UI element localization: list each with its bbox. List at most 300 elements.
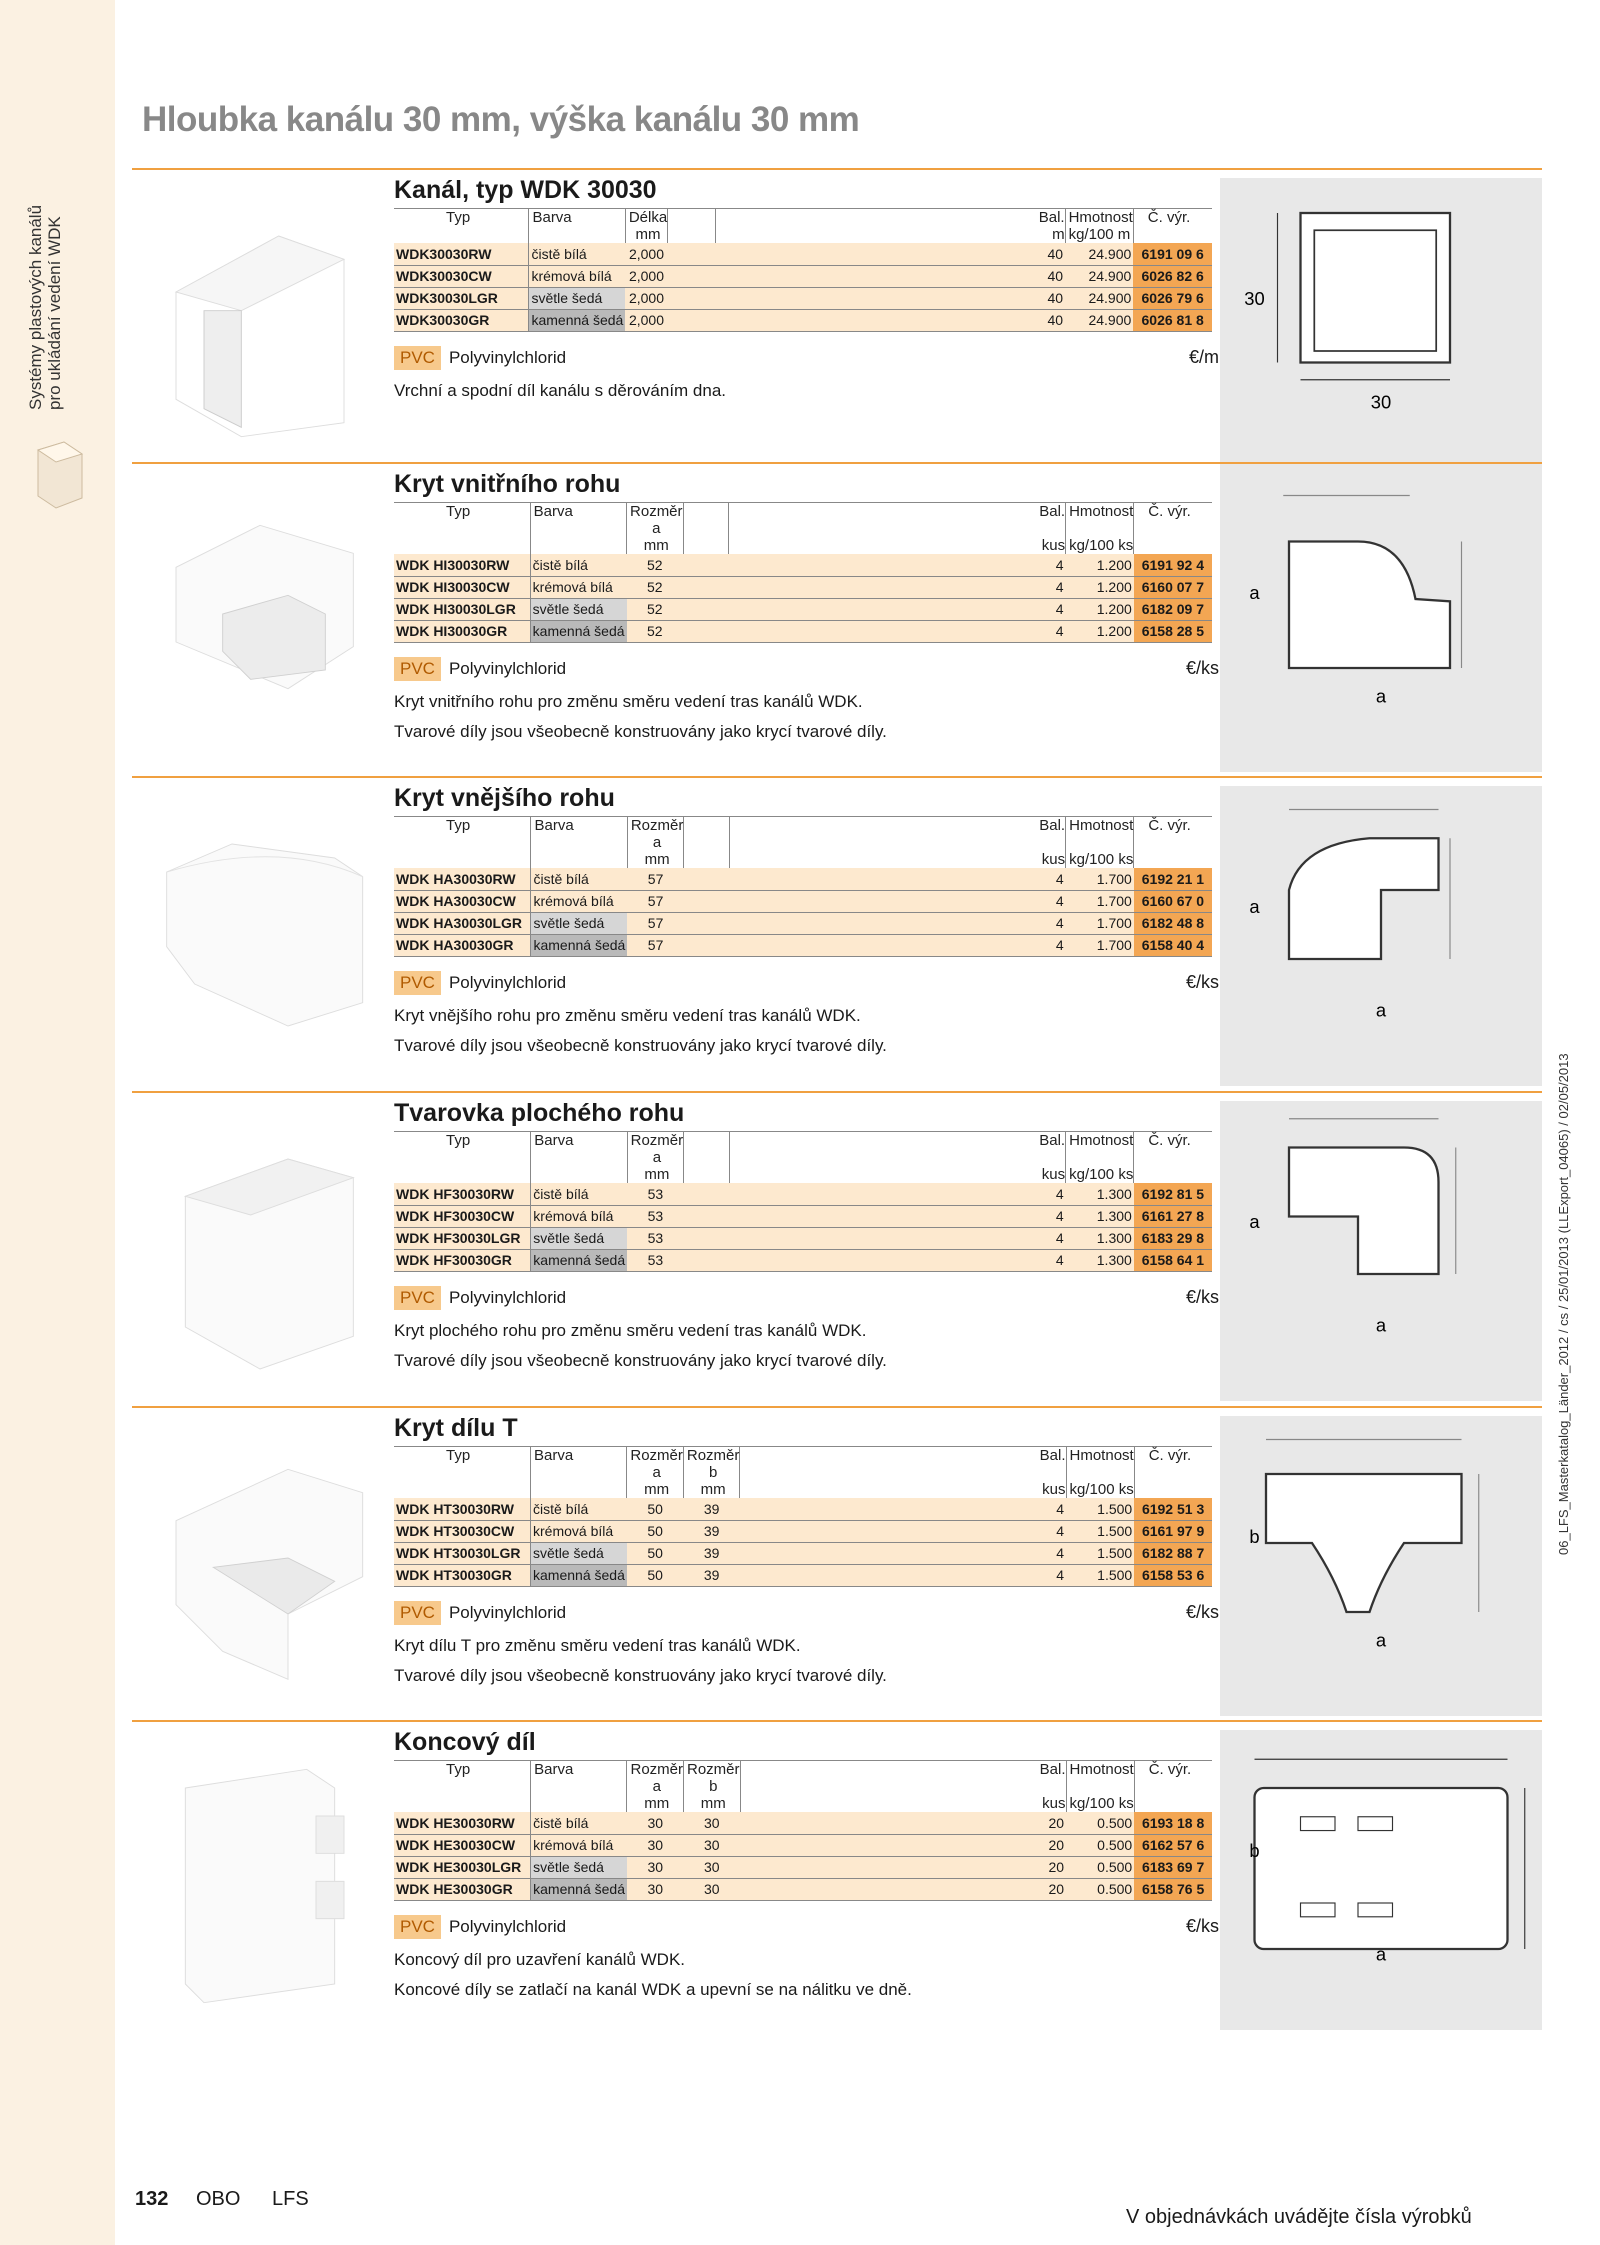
table-cell: 39 (683, 1498, 740, 1520)
table-cell (683, 598, 729, 620)
table-cell: WDK HE30030CW (394, 1834, 531, 1856)
column-header: Č. výr. (1134, 1761, 1212, 1779)
table-row (394, 1878, 1212, 1900)
table-cell: 4 (729, 1205, 1065, 1227)
column-header: Hmotnost (1066, 817, 1134, 835)
table-cell: 57 (627, 912, 684, 934)
table-cell: WDK30030RW (394, 243, 529, 265)
column-header: Typ (394, 1761, 531, 1779)
product-photo (140, 474, 380, 754)
table-cell: 4 (729, 620, 1066, 642)
column-subheader (1134, 1149, 1212, 1166)
column-header: Typ (394, 209, 529, 227)
column-header (668, 209, 715, 227)
footer-brand: OBO (196, 2188, 241, 2210)
table-cell: 30 (684, 1834, 741, 1856)
column-unit: mm (627, 1795, 684, 1812)
description: Koncový díl pro uzavření kanálů WDK. Koncové díly se zatlačí na kanál WDK a upevní se na nálitku ve dně. (394, 1949, 912, 1999)
table-cell: krémová bílá (531, 1520, 627, 1542)
table-cell: WDK HI30030GR (394, 620, 530, 642)
column-unit: kg/100 ks (1066, 537, 1134, 554)
column-header: Typ (394, 503, 530, 521)
material-tag: PVC (394, 1915, 441, 1939)
table-cell: 30 (627, 1834, 684, 1856)
column-subheader (1134, 834, 1212, 851)
material-tag: PVC (394, 1601, 441, 1625)
column-subheader: b (684, 1778, 741, 1795)
column-subheader (1066, 834, 1134, 851)
column-header: Typ (394, 1447, 531, 1465)
table-cell: 4 (729, 934, 1065, 956)
table-cell (683, 554, 729, 576)
column-header: Barva (529, 209, 625, 227)
table-cell: 1.700 (1066, 868, 1134, 890)
table-row (394, 1856, 1212, 1878)
dimension-b-label: a (1249, 896, 1260, 917)
column-subheader (531, 1778, 627, 1795)
technical-drawing (1220, 1416, 1542, 1716)
dimension-a-label: a (1375, 685, 1387, 707)
column-unit: mm (627, 1481, 684, 1498)
page-number: 132 (135, 2188, 169, 2210)
table-cell: 1.700 (1066, 934, 1134, 956)
footer-line: LFS (272, 2188, 309, 2210)
price-unit: €/ks (1185, 972, 1219, 992)
price-unit: €/ks (1185, 1287, 1219, 1307)
table-row (394, 1227, 1212, 1249)
table-cell (668, 287, 715, 309)
table-cell: WDK HI30030CW (394, 576, 530, 598)
column-subheader (1066, 520, 1134, 537)
column-subheader (531, 1149, 627, 1166)
table-cell: 6182 48 8 (1134, 912, 1212, 934)
table-cell: 50 (627, 1520, 684, 1542)
column-header: Hmotnost (1065, 209, 1133, 227)
table-cell (684, 1183, 730, 1205)
material-line (394, 969, 1219, 997)
column-unit: m (715, 226, 1065, 243)
table-cell: čistě bílá (531, 1183, 627, 1205)
table-cell: 1.300 (1066, 1183, 1134, 1205)
column-subheader (1134, 1464, 1212, 1481)
technical-drawing (1220, 1101, 1542, 1401)
table-cell: 24.900 (1065, 265, 1133, 287)
column-header (684, 1132, 730, 1150)
table-row (394, 1564, 1212, 1586)
table-cell: 4 (729, 598, 1066, 620)
table-cell: 4 (729, 912, 1065, 934)
column-header: Bal. (740, 1761, 1066, 1779)
column-subheader (740, 1778, 1066, 1795)
table-cell (684, 1227, 730, 1249)
table-cell: 20 (740, 1834, 1066, 1856)
table-cell: krémová bílá (529, 265, 625, 287)
column-unit (531, 851, 627, 868)
table-row (394, 1812, 1212, 1834)
table-cell: WDK HT30030GR (394, 1564, 531, 1586)
column-unit: kg/100 ks (1066, 851, 1134, 868)
table-cell: 6183 29 8 (1134, 1227, 1212, 1249)
table-cell: 53 (627, 1249, 684, 1271)
product-table (394, 1446, 1212, 1587)
dimension-b-label: a (1249, 582, 1260, 603)
table-cell: 4 (729, 554, 1066, 576)
column-header (684, 817, 730, 835)
table-cell: WDK HA30030LGR (394, 912, 531, 934)
table-cell: 30 (684, 1856, 741, 1878)
column-unit: kg/100 m (1065, 226, 1133, 243)
table-cell: 53 (627, 1227, 684, 1249)
dimension-b-label: b (1249, 1840, 1260, 1861)
column-subheader (683, 520, 729, 537)
table-cell: 57 (627, 934, 684, 956)
product-photo (140, 1418, 380, 1698)
table-cell: 6026 81 8 (1133, 309, 1212, 331)
column-header: Délka (625, 209, 667, 227)
column-subheader (1066, 1778, 1134, 1795)
material-name: Polyvinylchlorid (448, 347, 567, 367)
column-unit (684, 851, 730, 868)
table-cell (684, 912, 730, 934)
table-cell: 4 (729, 1183, 1065, 1205)
table-cell: 4 (729, 868, 1065, 890)
dimension-b-label: a (1249, 1211, 1260, 1232)
description: Vrchní a spodní díl kanálu s děrováním dna. (394, 380, 727, 400)
dimension-a-label: a (1375, 1629, 1387, 1651)
section-title: Kryt dílu T (394, 1414, 518, 1442)
table-cell: 4 (729, 576, 1066, 598)
side-category-label: Systémy plastových kanálů pro ukládání vedení WDK (26, 204, 64, 410)
column-subheader (729, 1149, 1065, 1166)
table-cell: 4 (729, 1227, 1065, 1249)
table-row (394, 598, 1212, 620)
column-subheader (684, 834, 730, 851)
column-header: Rozměr (683, 1447, 740, 1465)
table-cell: 6183 69 7 (1134, 1856, 1212, 1878)
table-cell (668, 265, 715, 287)
table-cell: kamenná šedá (531, 934, 627, 956)
column-unit (1133, 226, 1212, 243)
table-cell: WDK HA30030CW (394, 890, 531, 912)
table-cell: 52 (627, 576, 684, 598)
table-cell: 0.500 (1066, 1834, 1134, 1856)
table-cell: 20 (740, 1812, 1066, 1834)
column-unit: kus (729, 537, 1066, 554)
table-cell (683, 576, 729, 598)
column-header: Bal. (715, 209, 1065, 227)
material-line (394, 655, 1219, 683)
column-unit (531, 1481, 627, 1498)
column-unit (668, 226, 715, 243)
table-cell: 1.500 (1066, 1542, 1134, 1564)
table-cell: světle šedá (531, 912, 627, 934)
table-cell: 1.500 (1066, 1520, 1134, 1542)
column-subheader (1066, 1464, 1134, 1481)
column-subheader (531, 1464, 627, 1481)
table-cell: 6192 51 3 (1134, 1498, 1212, 1520)
table-row (394, 243, 1212, 265)
table-cell: čistě bílá (531, 1498, 627, 1520)
technical-drawing (1220, 1730, 1542, 2030)
table-cell: WDK HT30030CW (394, 1520, 531, 1542)
table-cell: 40 (715, 265, 1065, 287)
product-table (394, 816, 1212, 957)
table-cell: světle šedá (529, 287, 625, 309)
table-cell: 1.700 (1066, 890, 1134, 912)
description: Kryt dílu T pro změnu směru vedení tras kanálů WDK. Tvarové díly jsou všeobecně konstruovány jako krycí tvarové díly. (394, 1635, 887, 1685)
document-code: 06_LFS_Masterkatalog_Länder_2012 / cs / 25/01/2013 (LLExport_04065) / 02/05/2013 (1556, 1053, 1571, 1555)
table-cell: 6182 88 7 (1134, 1542, 1212, 1564)
material-tag: PVC (394, 657, 441, 681)
column-header: Č. výr. (1133, 209, 1212, 227)
table-cell: 4 (740, 1520, 1066, 1542)
column-unit: kus (740, 1795, 1066, 1812)
table-cell: kamenná šedá (529, 309, 625, 331)
table-row (394, 1205, 1212, 1227)
table-row (394, 1834, 1212, 1856)
table-cell: 30 (627, 1856, 684, 1878)
table-cell: 6026 82 6 (1133, 265, 1212, 287)
table-cell: 6162 57 6 (1134, 1834, 1212, 1856)
product-section (132, 776, 1542, 1086)
table-cell: 50 (627, 1498, 684, 1520)
table-cell: 52 (627, 620, 684, 642)
table-cell: čistě bílá (531, 1812, 627, 1834)
table-cell: WDK HE30030LGR (394, 1856, 531, 1878)
table-cell: 53 (627, 1183, 684, 1205)
table-cell: WDK HE30030RW (394, 1812, 531, 1834)
column-subheader (729, 834, 1065, 851)
column-subheader: a (627, 1778, 684, 1795)
table-cell: 6158 76 5 (1134, 1878, 1212, 1900)
table-cell: WDK HF30030LGR (394, 1227, 531, 1249)
column-header: Hmotnost (1066, 1761, 1134, 1779)
table-cell: 40 (715, 287, 1065, 309)
table-cell: čistě bílá (529, 243, 625, 265)
column-header: Typ (394, 1132, 531, 1150)
table-cell: 50 (627, 1564, 684, 1586)
table-row (394, 868, 1212, 890)
table-cell: 40 (715, 243, 1065, 265)
dimension-a-label: a (1375, 1943, 1387, 1965)
column-subheader (1134, 520, 1212, 537)
table-row (394, 309, 1212, 331)
column-header: Barva (531, 1132, 627, 1150)
table-cell: WDK HT30030LGR (394, 1542, 531, 1564)
price-unit: €/m (1188, 347, 1219, 367)
table-cell: 50 (627, 1542, 684, 1564)
table-cell: 6158 53 6 (1134, 1564, 1212, 1586)
product-table (394, 502, 1212, 643)
product-photo (140, 1103, 380, 1383)
description: Kryt vnějšího rohu pro změnu směru vedení tras kanálů WDK. Tvarové díly jsou všeobecně konstruovány jako krycí tvarové díly. (394, 1005, 887, 1055)
material-line (394, 1913, 1219, 1941)
column-subheader (1066, 1149, 1134, 1166)
product-table (394, 1131, 1212, 1272)
table-cell: WDK HE30030GR (394, 1878, 531, 1900)
column-header: Bal. (729, 1132, 1065, 1150)
table-cell: 2,000 (625, 309, 667, 331)
table-cell: WDK HI30030RW (394, 554, 530, 576)
table-cell: čistě bílá (530, 554, 626, 576)
table-cell: 4 (740, 1542, 1066, 1564)
column-header: Hmotnost (1066, 1447, 1134, 1465)
table-cell: 6158 40 4 (1134, 934, 1212, 956)
table-cell: WDK HA30030GR (394, 934, 531, 956)
table-cell: 6182 09 7 (1134, 598, 1212, 620)
column-unit (531, 1795, 627, 1812)
column-header: Bal. (729, 503, 1066, 521)
table-cell: kamenná šedá (531, 1249, 627, 1271)
table-cell: 4 (740, 1564, 1066, 1586)
table-cell: 6160 67 0 (1134, 890, 1212, 912)
table-cell: 1.500 (1066, 1564, 1134, 1586)
product-section (132, 1720, 1542, 2030)
table-cell: krémová bílá (531, 890, 627, 912)
product-table (394, 208, 1212, 332)
table-cell: 6192 81 5 (1134, 1183, 1212, 1205)
column-unit: mm (627, 537, 684, 554)
table-cell: 24.900 (1065, 243, 1133, 265)
table-cell: WDK HF30030RW (394, 1183, 531, 1205)
table-cell: krémová bílá (530, 576, 626, 598)
price-unit: €/ks (1185, 1916, 1219, 1936)
column-unit: mm (684, 1795, 741, 1812)
table-cell: 30 (684, 1812, 741, 1834)
table-row (394, 1520, 1212, 1542)
material-line (394, 1284, 1219, 1312)
column-unit (1134, 537, 1212, 554)
section-title: Koncový díl (394, 1728, 536, 1756)
table-cell (684, 890, 730, 912)
table-cell: 52 (627, 554, 684, 576)
table-cell: WDK HT30030RW (394, 1498, 531, 1520)
channel-thumbnail-icon (34, 440, 86, 510)
product-section (132, 168, 1542, 458)
price-unit: €/ks (1185, 1602, 1219, 1622)
column-header: Č. výr. (1134, 817, 1212, 835)
product-section (132, 1406, 1542, 1716)
table-cell: světle šedá (531, 1227, 627, 1249)
table-cell: 30 (627, 1812, 684, 1834)
column-unit (529, 226, 625, 243)
table-cell: 0.500 (1066, 1812, 1134, 1834)
table-cell (684, 934, 730, 956)
table-cell: světle šedá (531, 1542, 627, 1564)
material-line (394, 1599, 1219, 1627)
column-subheader: b (683, 1464, 740, 1481)
column-header: Rozměr (627, 817, 684, 835)
table-cell: 6158 64 1 (1134, 1249, 1212, 1271)
column-header: Č. výr. (1134, 1132, 1212, 1150)
table-cell: 57 (627, 890, 684, 912)
table-cell: WDK30030GR (394, 309, 529, 331)
column-header: Č. výr. (1134, 1447, 1212, 1465)
table-cell: 2,000 (625, 265, 667, 287)
product-section (132, 462, 1542, 772)
table-row (394, 620, 1212, 642)
product-photo (140, 788, 380, 1068)
table-cell: WDK30030CW (394, 265, 529, 287)
table-cell: 6161 97 9 (1134, 1520, 1212, 1542)
table-cell: 4 (729, 890, 1065, 912)
column-unit (683, 537, 729, 554)
table-cell: 30 (627, 1878, 684, 1900)
table-row (394, 287, 1212, 309)
table-cell: 39 (683, 1520, 740, 1542)
material-line (394, 344, 1219, 372)
table-row (394, 1498, 1212, 1520)
table-row (394, 576, 1212, 598)
technical-drawing (1220, 178, 1542, 478)
column-unit: mm (627, 1166, 684, 1183)
table-cell: 53 (627, 1205, 684, 1227)
column-unit (1134, 1795, 1212, 1812)
column-subheader (530, 520, 626, 537)
table-cell: 6191 92 4 (1134, 554, 1212, 576)
section-title: Kryt vnějšího rohu (394, 784, 615, 812)
column-header: Barva (531, 817, 627, 835)
column-header: Barva (530, 503, 626, 521)
table-cell: 1.200 (1066, 620, 1134, 642)
dimension-a-label: 30 (1370, 391, 1392, 413)
material-tag: PVC (394, 346, 441, 370)
table-cell: 30 (684, 1878, 741, 1900)
dimension-b-label: 30 (1244, 288, 1265, 309)
column-header: Rozměr (627, 1447, 684, 1465)
table-row (394, 890, 1212, 912)
column-header: Rozměr (627, 503, 684, 521)
column-header: Bal. (740, 1447, 1066, 1465)
column-unit (1134, 1166, 1212, 1183)
table-cell: 6158 28 5 (1134, 620, 1212, 642)
column-header: Rozměr (627, 1132, 684, 1150)
table-cell: světle šedá (531, 1856, 627, 1878)
table-cell: 1.300 (1066, 1249, 1134, 1271)
material-tag: PVC (394, 971, 441, 995)
column-header: Hmotnost (1066, 1132, 1134, 1150)
table-row (394, 912, 1212, 934)
table-cell: 6026 79 6 (1133, 287, 1212, 309)
table-cell: 6193 18 8 (1134, 1812, 1212, 1834)
section-title: Tvarovka plochého rohu (394, 1099, 685, 1127)
column-subheader: a (627, 520, 684, 537)
column-unit: kus (740, 1481, 1066, 1498)
table-cell: WDK HF30030CW (394, 1205, 531, 1227)
product-photo (140, 180, 380, 460)
material-name: Polyvinylchlorid (448, 972, 567, 992)
column-header: Hmotnost (1066, 503, 1134, 521)
table-cell: 20 (740, 1878, 1066, 1900)
table-cell: kamenná šedá (531, 1564, 627, 1586)
table-cell: WDK HF30030GR (394, 1249, 531, 1271)
column-unit (684, 1166, 730, 1183)
column-header: Rozměr (684, 1761, 741, 1779)
table-cell: 24.900 (1065, 287, 1133, 309)
column-header (683, 503, 729, 521)
material-name: Polyvinylchlorid (448, 1602, 567, 1622)
column-unit: kg/100 ks (1066, 1481, 1134, 1498)
table-cell: krémová bílá (531, 1834, 627, 1856)
table-cell: 1.200 (1066, 576, 1134, 598)
page-title: Hloubka kanálu 30 mm, výška kanálu 30 mm (142, 100, 860, 139)
table-cell: 6160 07 7 (1134, 576, 1212, 598)
table-cell (668, 243, 715, 265)
table-cell: WDK HA30030RW (394, 868, 531, 890)
table-cell (684, 1249, 730, 1271)
column-unit (1134, 1481, 1212, 1498)
column-subheader (729, 520, 1066, 537)
